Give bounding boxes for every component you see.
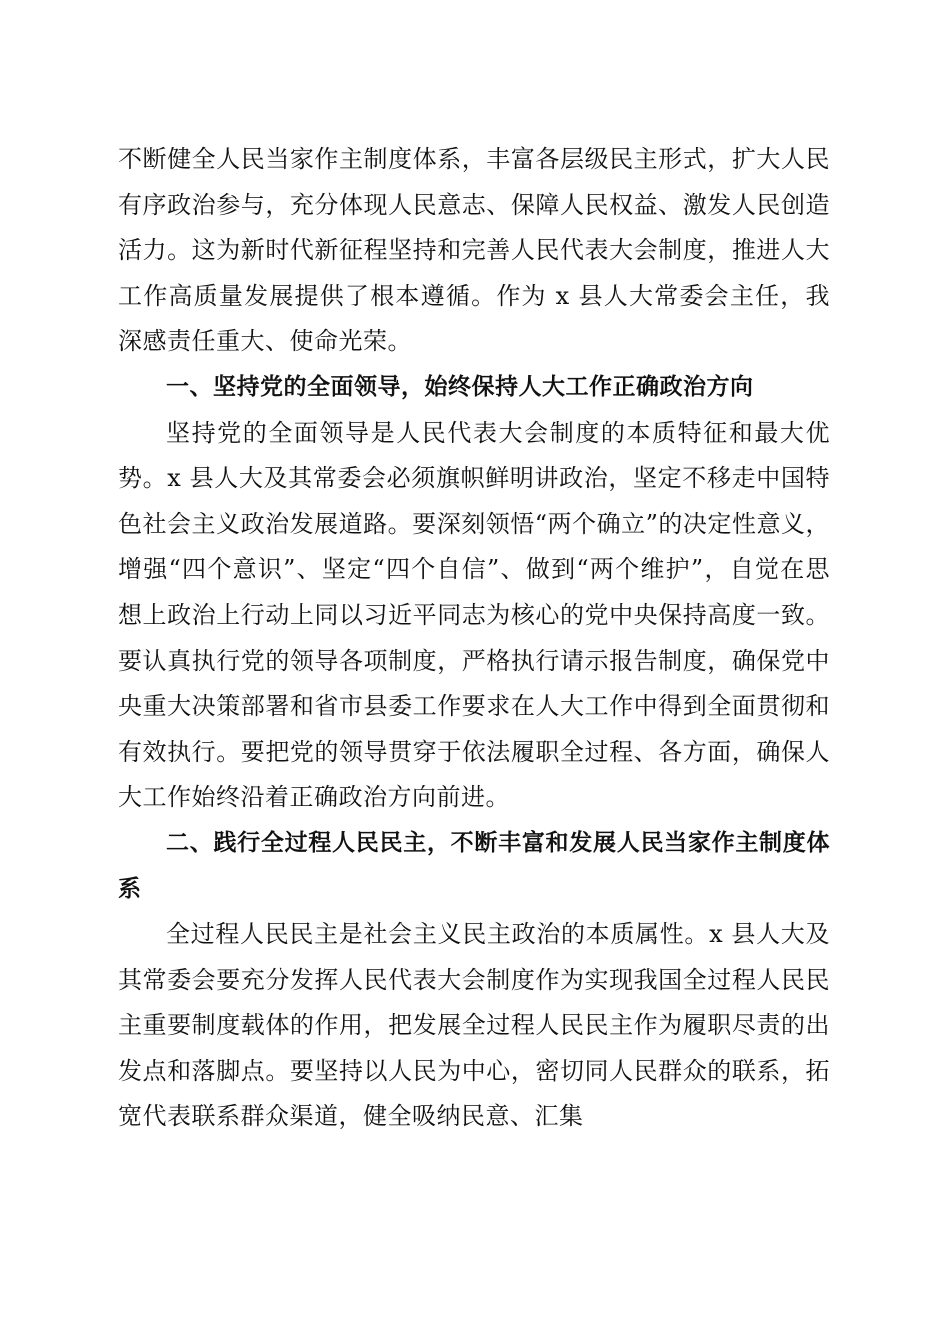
paragraph-section-1: 坚持党的全面领导是人民代表大会制度的本质特征和最大优势。x 县人大及其常委会必须旗帜鲜明讲政治，坚定不移走中国特色社会主义政治发展道路。要深刻领悟“两个确立”的决定性意义，增强“四个意识”、坚定“四个自信”、做到“两个维护”，自觉在思想上政治上行动上同以习近平同志为核心的党中央保持高度一致。要认真执行党的领导各项制度，严格执行请示报告制度，确保党中央重大决策部署和省市县委工作要求在人大工作中得到全面贯彻和有效执行。要把党的领导贯穿于依法履职全过程、各方面，确保人大工作始终沿着正确政治方向前进。 [118, 418, 830, 812]
section-heading-2: 二、践行全过程人民民主，不断丰富和发展人民当家作主制度体系 [118, 829, 830, 902]
paragraph-intro-continuation: 不断健全人民当家作主制度体系，丰富各层级民主形式，扩大人民有序政治参与，充分体现人民意志、保障人民权益、激发人民创造活力。这为新时代新征程坚持和完善人民代表大会制度，推进人大工作高质量发展提供了根本遵循。作为 x 县人大常委会主任，我深感责任重大、使命光荣。 [118, 145, 830, 356]
paragraph-section-2: 全过程人民民主是社会主义民主政治的本质属性。x 县人大及其常委会要充分发挥人民代表大会制度作为实现我国全过程人民民主重要制度载体的作用，把发展全过程人民民主作为履职尽责的出发点和落脚点。要坚持以人民为中心，密切同人民群众的联系，拓宽代表联系群众渠道，健全吸纳民意、汇集 [118, 920, 830, 1131]
section-heading-1: 一、坚持党的全面领导，始终保持人大工作正确政治方向 [166, 373, 754, 400]
document-page [118, 137, 830, 1140]
